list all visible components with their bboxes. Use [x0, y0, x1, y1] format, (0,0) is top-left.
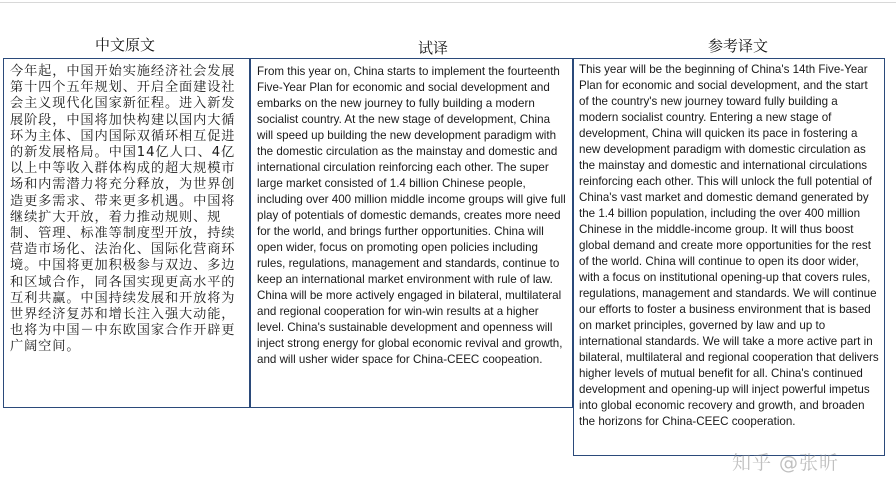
- reference-translation-text: This year will be the beginning of China's 14th Five-Year Plan for economic and social development, and the start of the country's new journey toward fully building a modern socialist country. Entering a new stage of development, China will quicken its pace in fostering a new development paradigm with domestic circulation as the mainstay and domestic and international circulations reinforcing each other. This will unlock the full potential of China's vast market and domestic demand generated by the 1.4 billion population, including the over 400 million Chinese in the middle-income group. It will thus boost global demand and create more opportunities for the rest of the world. China will continue to open its door wider, with a focus on institutional opening-up that covers rules, regulations, management and standards. We will continue our efforts to foster a business environment that is based on market principles, governed by law and up to international standards. We will take a more active part in bilateral, multilateral and regional cooperation that delivers higher levels of mutual benefit for all. China's continued development and opening-up will inject powerful impetus into global economic recovery and growth, and broaden the horizons for China-CEEC cooperation.: [579, 63, 879, 428]
- chinese-original-text: 今年起，中国开始实施经济社会发展第十四个五年规划、开启全面建设社会主义现代化国家新征程。进入新发展阶段，中国将加快构建以国内大循环为主体、国内国际双循环相互促进的新发展格局。中国14亿人口、4亿以上中等收入群体构成的超大规模市场和内需潜力将充分释放，为世界创造更多需求、带来更多机遇。中国将继续扩大开放，着力推动规则、规制、管理、标准等制度型开放，持续营造市场化、法治化、国际化营商环境。中国将更加积极参与双边、多边和区域合作，同各国实现更高水平的互利共赢。中国持续发展和开放将为世界经济复苏和增长注入强大动能，也将为中国－中东欧国家合作开辟更广阔空间。: [10, 64, 236, 355]
- trial-translation-heading: 试译: [418, 39, 449, 57]
- reference-translation-heading: 参考译文: [708, 37, 769, 55]
- reference-translation-box: [573, 58, 885, 456]
- top-divider: [0, 2, 896, 3]
- chinese-original-heading: 中文原文: [95, 36, 156, 54]
- trial-translation-text: From this year on, China starts to implement the fourteenth Five-Year Plan for economic and social development and embarks on the new journey to fully building a modern socialist country. At the new stage of development, China will speed up building the new development paradigm with the domestic circulation as the mainstay and domestic and international circulation reinforcing each other. The super large market consisted of 1.4 billion Chinese people, including over 400 million middle income groups will give full play of potentials of domestic demands, creates more need for the world, and brings further opportunities. China will open wider, focus on promoting open policies including rules, regulations, management and standards, continue to keep an international market environment with rule of law. China will be more actively engaged in bilateral, multilateral and regional cooperation for win-win results at a higher level. China's sustainable development and openness will inject strong energy for global economic revival and growth, and will usher wider space for China-CEEC coopeation.: [257, 65, 566, 366]
- trial-translation-box: [250, 58, 573, 408]
- zhihu-watermark: 知乎 @张昕: [732, 452, 840, 474]
- chinese-original-box: [3, 58, 250, 408]
